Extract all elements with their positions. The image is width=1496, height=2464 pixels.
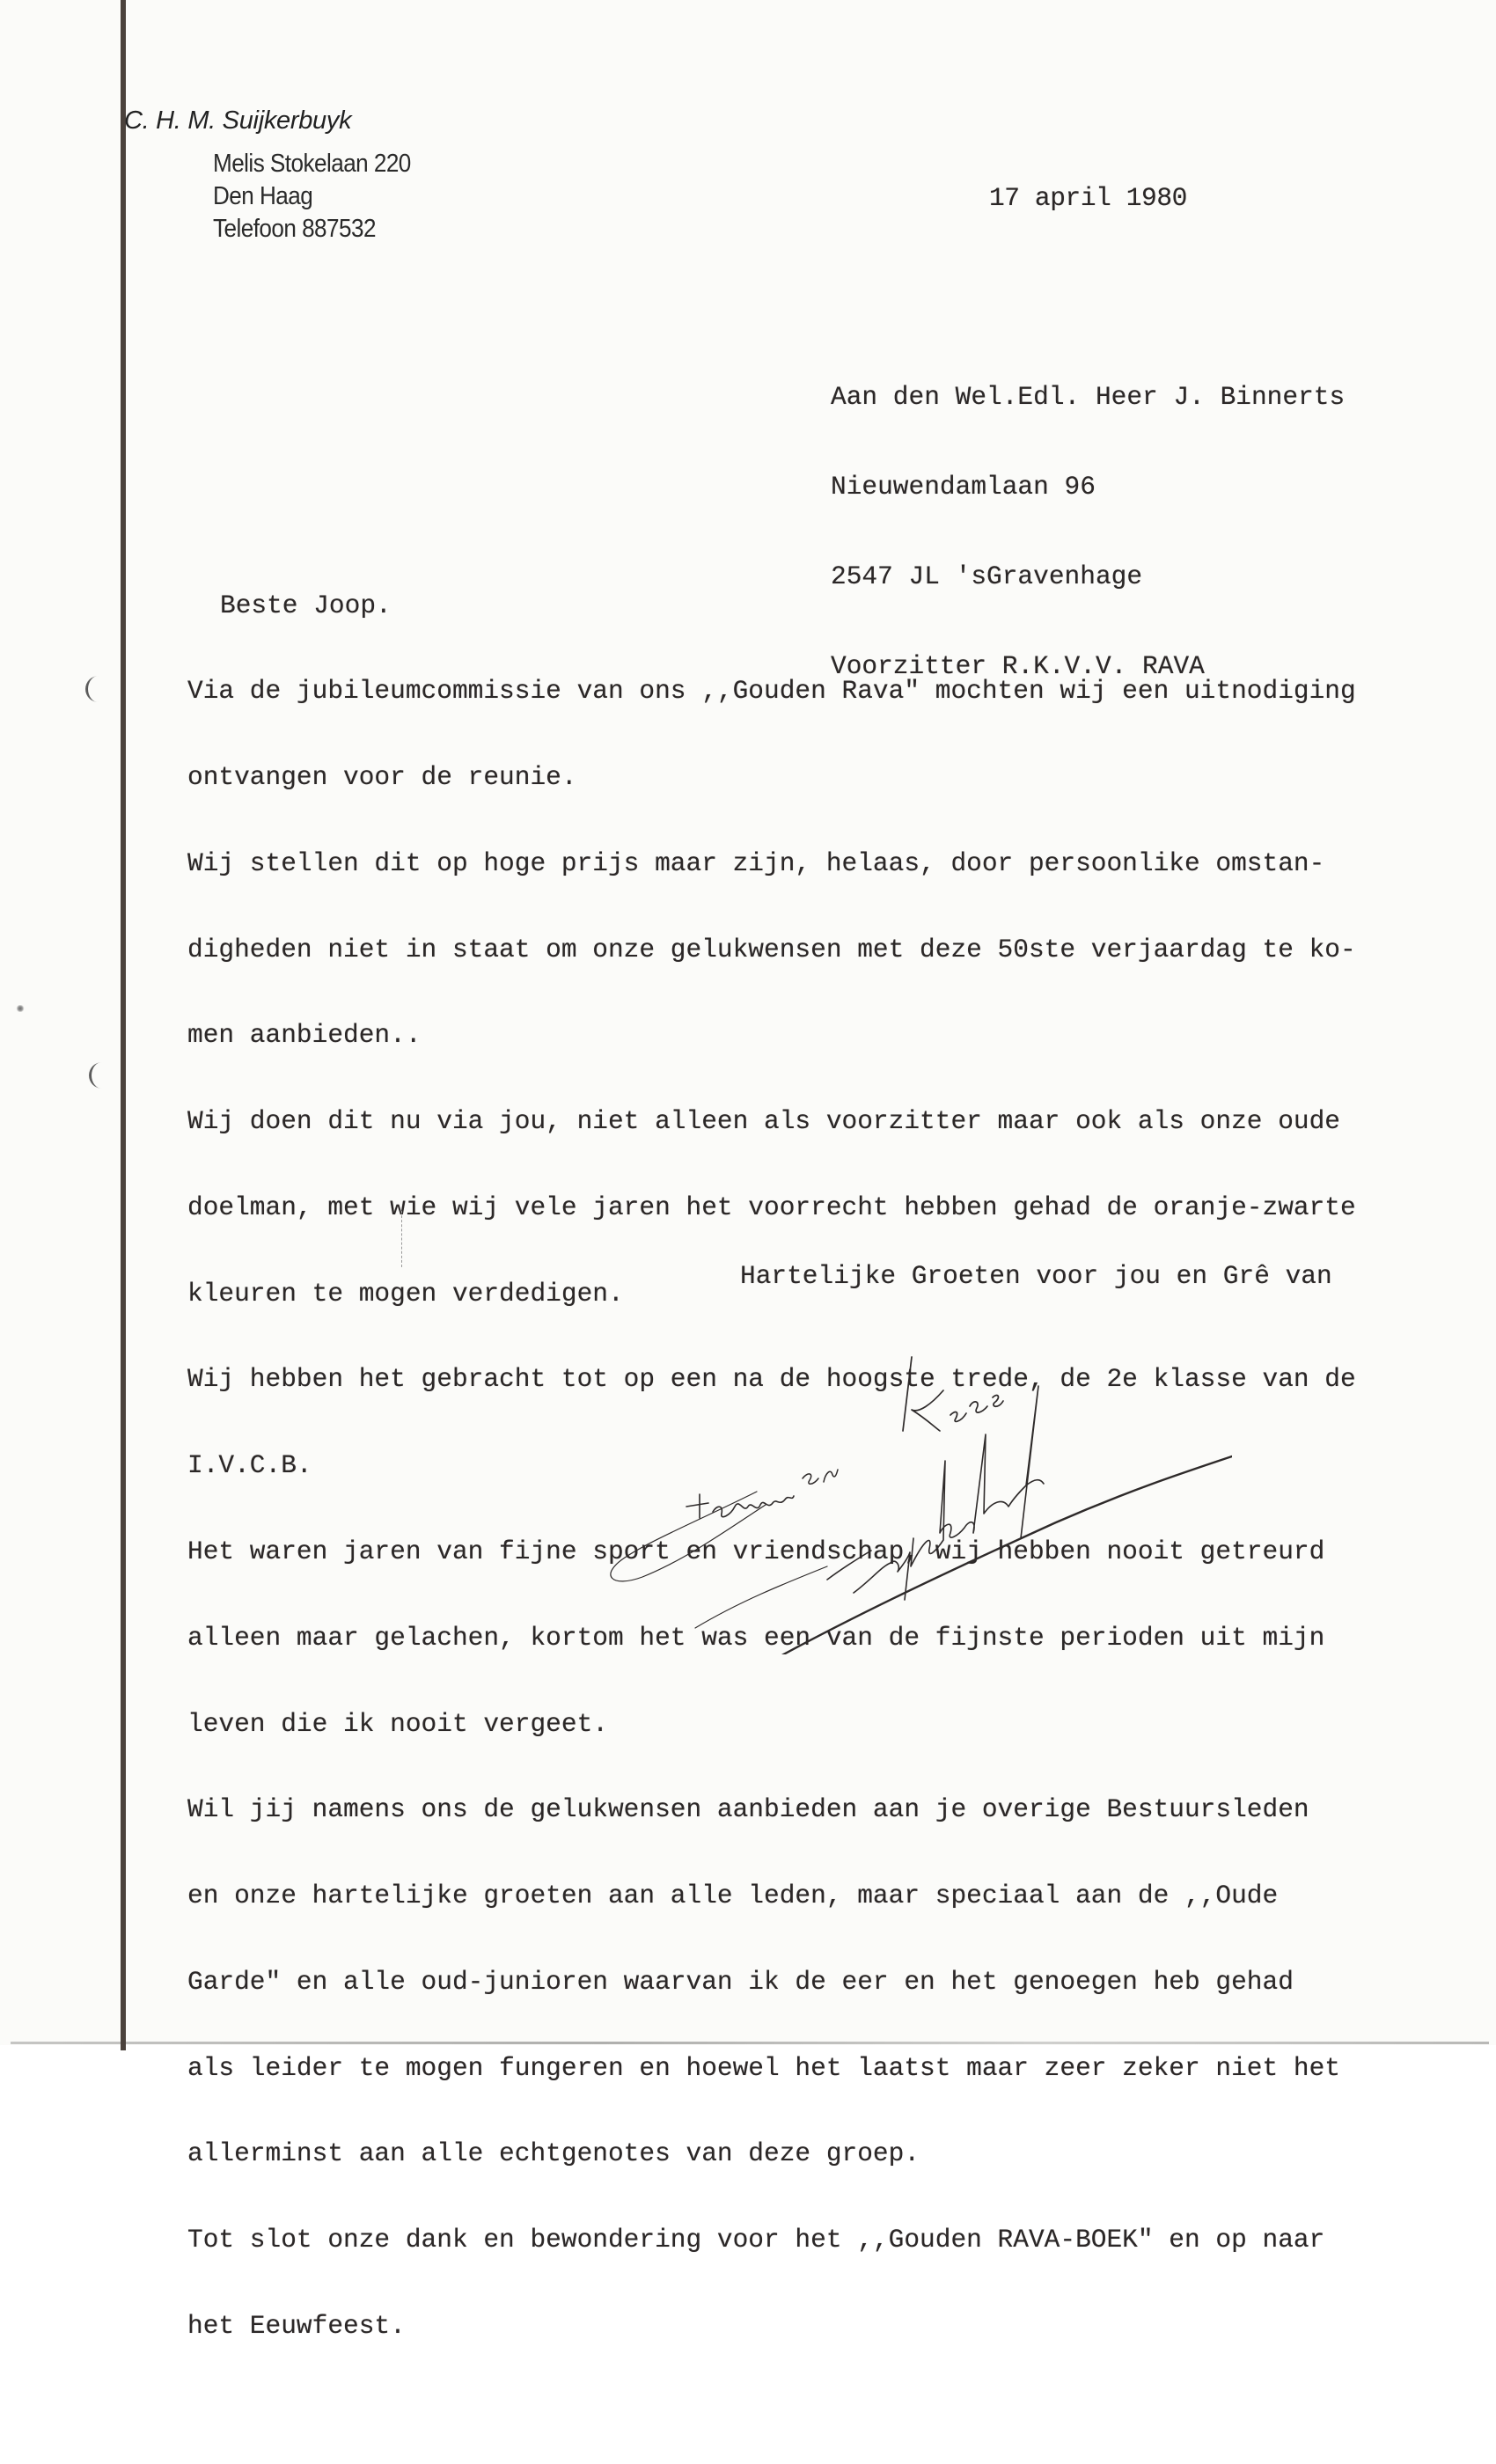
body-line: als leider te mogen fungeren en hoewel het laatst maar zeer zeker niet het [187,2052,1341,2083]
letter-date: 17 april 1980 [989,183,1187,213]
signature-stroke-kees [903,1357,1003,1431]
sender-address [213,148,411,246]
body-line: Het waren jaren van fijne sport en vriendschap, wij hebben nooit getreurd [187,1536,1325,1566]
recipient-line: 2547 JL 'sGravenhage [831,561,1143,591]
punch-hole-icon [81,1060,111,1090]
recipient-line: Nieuwendamlaan 96 [831,472,1096,502]
body-line: Wij hebben het gebracht tot op een na de hoogste trede, de 2e klasse van de [187,1364,1356,1395]
sender-name: C. H. M. Suijkerbuyk [124,106,352,135]
body-line: Wij doen dit nu via jou, niet alleen als voorzitter maar ook als onze oude [187,1106,1341,1137]
signature-stroke-en [803,1470,838,1484]
signature-stroke-hemme [686,1494,794,1518]
body-line: Wil jij namens ons de gelukwensen aanbieden aan je overige Bestuursleden [187,1794,1309,1825]
body-line: men aanbieden.. [187,1020,422,1051]
signature-underline [744,1456,1232,1654]
recipient-line: Voorzitter R.K.V.V. RAVA [831,651,1205,681]
margin-rule [121,0,126,2050]
signature-underline-upper [695,1566,827,1628]
body-line: doelman, met wie wij vele jaren het voorrecht hebben gehad de oranje-zwarte [187,1192,1356,1222]
body-line: ontvangen voor de reunie. [187,761,577,792]
body-line: Tot slot onze dank en bewondering voor het ,,Gouden RAVA-BOEK" en op naar [187,2225,1325,2255]
body-line: het Eeuwfeest. [187,2311,406,2342]
signature-stroke-suijkerbuyk [827,1386,1044,1600]
body-line: alleen maar gelachen, kortom het was een van de fijnste perioden uit mijn [187,1622,1325,1653]
body-line: I.V.C.B. [187,1450,312,1481]
body-line: Via de jubileumcommissie van ons ,,Gouden Rava" mochten wij een uitnodiging [187,676,1356,707]
sender-street: Melis Stokelaan 220 [213,150,411,178]
signature-stroke-s-loop [611,1492,766,1581]
body-line: Wij stellen dit op hoge prijs maar zijn, helaas, door persoonlike omstan- [187,847,1325,878]
body-line: allerminst aan alle echtgenotes van deze groep. [187,2138,920,2169]
body-line: en onze hartelijke groeten aan alle leden, maar speciaal aan de ,,Oude [187,1881,1279,1911]
salutation: Beste Joop. [220,590,392,620]
body-line: kleuren te mogen verdedigen. [187,1278,624,1309]
closing-line: Hartelijke Groeten voor jou en Grê van [740,1261,1332,1291]
recipient-line: Aan den Wel.Edl. Heer J. Binnerts [831,382,1346,412]
body-line: leven die ik nooit vergeet. [187,1708,608,1739]
pencil-mark [401,1211,403,1267]
sender-phone: Telefoon 887532 [213,215,376,243]
scan-speck [16,1005,25,1012]
handwritten-signature [563,1302,1232,1654]
sender-city: Den Haag [213,182,313,210]
punch-hole-icon [77,674,107,704]
body-line: Garde" en alle oud-junioren waarvan ik de eer en het genoegen heb gehad [187,1966,1294,1997]
body-line: digheden niet in staat om onze gelukwensen met deze 50ste verjaardag te ko- [187,934,1356,964]
